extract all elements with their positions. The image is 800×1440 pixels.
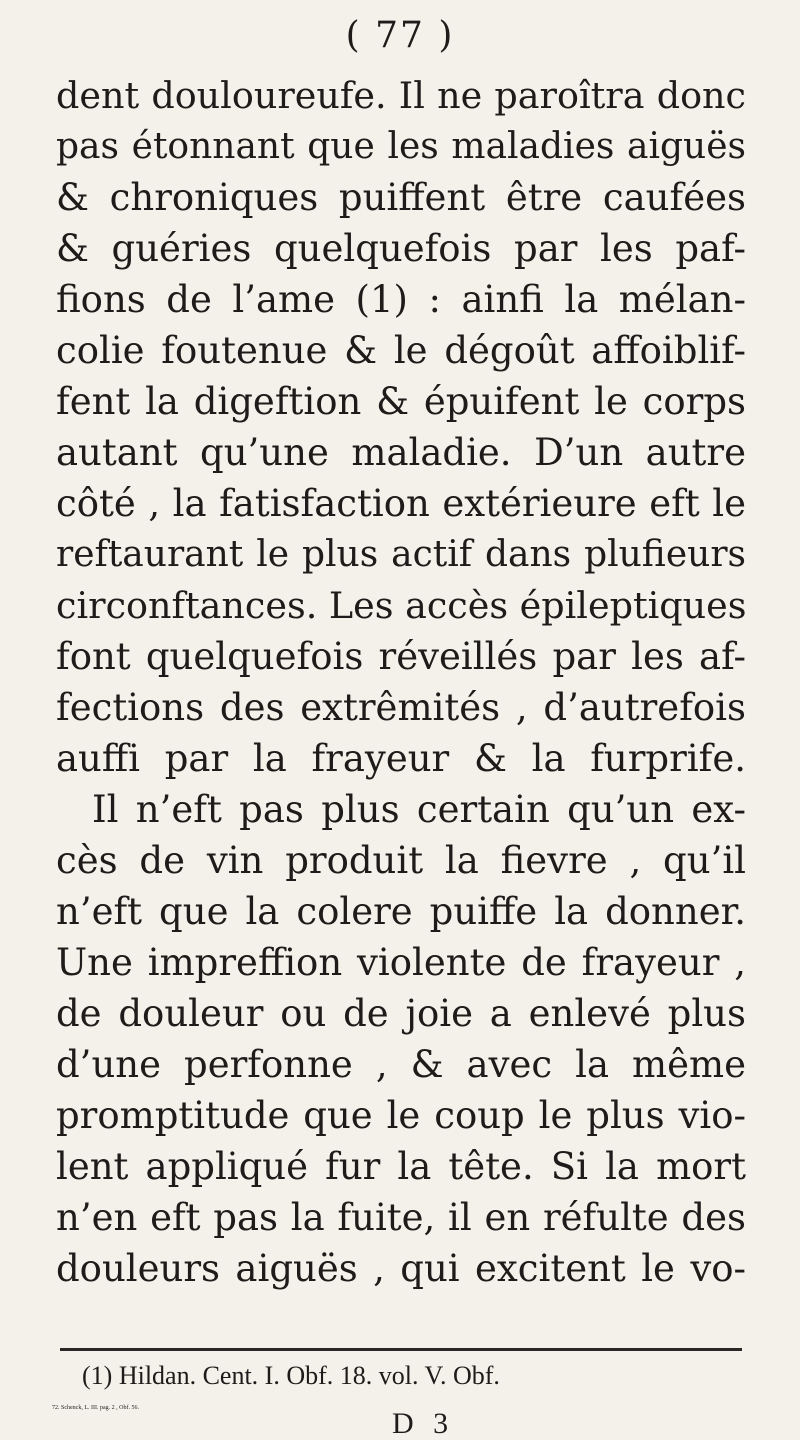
text-line: colie foutenue & le dégoût affoiblif- (56, 329, 746, 372)
text-line: Il n’eft pas plus certain qu’un ex- (92, 788, 746, 831)
text-line: autant qu’une maladie. D’un autre (56, 431, 746, 474)
footnote-rule (60, 1348, 742, 1351)
text-line: n’en eft pas la fuite, il en réfulte des (56, 1196, 746, 1239)
text-line: & guéries quelquefois par les paf- (56, 227, 746, 270)
text-line: n’eft que la colere puiffe la donner. (56, 890, 746, 933)
text-line: promptitude que le coup le plus vio- (56, 1094, 746, 1137)
text-line: dent douloureufe. Il ne paroîtra donc (56, 74, 746, 117)
text-line: pas étonnant que les maladies aiguës (56, 126, 746, 167)
text-line: & chroniques puiffent être caufées (56, 176, 746, 219)
text-line: reftaurant le plus actif dans plufieurs (56, 534, 746, 575)
text-line: côté , la fatisfaction extérieure eft le (56, 482, 746, 525)
text-line: Une impreffion violente de frayeur , (56, 941, 746, 984)
footnote-line: 72. Schenck, L. III. pag. 2 , Obf. 56. (52, 1405, 139, 1411)
text-line: fections des extrêmités , d’autrefois (56, 686, 746, 729)
text-line: fions de l’ame (1) : ainfi la mélan- (56, 278, 746, 321)
footnote-line: (1) Hildan. Cent. I. Obf. 18. vol. V. Obf. (82, 1361, 500, 1390)
text-line: fent la digeftion & épuifent le corps (56, 380, 746, 423)
text-line: cès de vin produit la fievre , qu’il (56, 839, 746, 882)
page-number: ( 77 ) (345, 15, 455, 56)
text-line: circonftances. Les accès épileptiques (56, 584, 747, 627)
text-line: de douleur ou de joie a enlevé plus (56, 992, 746, 1035)
body-text (56, 70, 746, 1294)
signature-mark: D 3 (392, 1407, 455, 1440)
text-line: lent appliqué fur la tête. Si la mort (56, 1145, 746, 1188)
text-line: auffi par la frayeur & la furprife. (56, 737, 746, 780)
text-line: font quelquefois réveillés par les af- (56, 635, 746, 678)
text-line: d’une perfonne , & avec la même (56, 1043, 746, 1086)
text-line: douleurs aiguës , qui excitent le vo- (56, 1247, 746, 1290)
